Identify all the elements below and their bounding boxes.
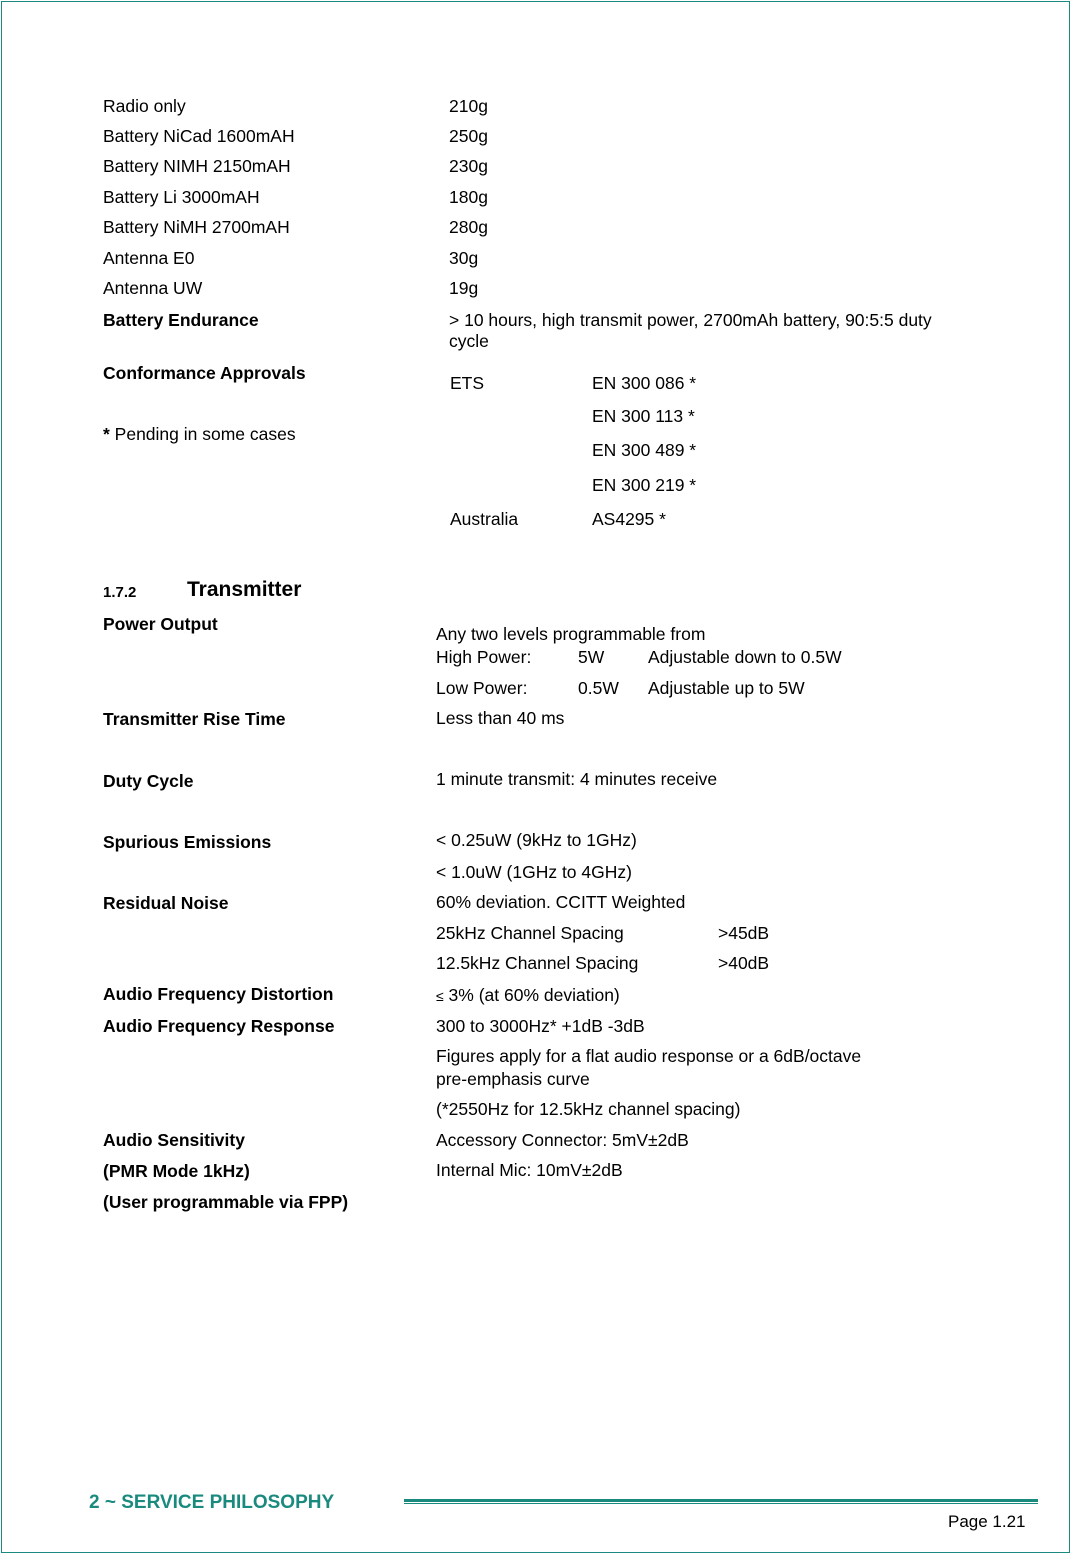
low-power-name: Low Power: [436, 678, 528, 698]
weight-value: 280g [449, 217, 488, 237]
noise-value: >40dB [718, 953, 770, 973]
weight-value: 250g [449, 126, 488, 146]
af-response-line1: 300 to 3000Hz* +1dB -3dB [436, 1016, 645, 1036]
af-response-label: Audio Frequency Response [103, 1016, 335, 1036]
audio-sensitivity-label3: (User programmable via FPP) [103, 1192, 349, 1212]
spurious-label: Spurious Emissions [103, 832, 272, 852]
low-power-level: 0.5W [578, 678, 619, 698]
less-equal-symbol: ≤ [436, 988, 444, 1004]
weight-value: 19g [449, 278, 479, 298]
conformance-note [103, 424, 296, 444]
duty-cycle-value: 1 minute transmit: 4 minutes receive [436, 769, 718, 789]
power-output-label: Power Output [103, 614, 218, 634]
note-star: * [103, 424, 110, 444]
audio-sensitivity-line1: Accessory Connector: 5mV±2dB [436, 1130, 689, 1150]
conformance-standard: EN 300 113 * [592, 406, 695, 426]
af-distortion-value [436, 985, 620, 1006]
weight-value: 30g [449, 248, 479, 268]
weight-label: Battery NiMH 2700mAH [103, 217, 290, 237]
battery-endurance-line1: > 10 hours, high transmit power, 2700mAh battery, 90:5:5 duty [449, 310, 932, 330]
rise-time-label: Transmitter Rise Time [103, 709, 286, 729]
af-response-line2: Figures apply for a flat audio response or a 6dB/octave [436, 1046, 862, 1066]
af-distortion-label: Audio Frequency Distortion [103, 984, 334, 1004]
af-response-line4: (*2550Hz for 12.5kHz channel spacing) [436, 1099, 741, 1119]
noise-spacing: 12.5kHz Channel Spacing [436, 953, 639, 973]
high-power-name: High Power: [436, 647, 532, 667]
audio-sensitivity-line2: Internal Mic: 10mV±2dB [436, 1160, 623, 1180]
weight-value: 180g [449, 187, 488, 207]
note-text: Pending in some cases [109, 424, 296, 444]
residual-noise-label: Residual Noise [103, 893, 229, 913]
conformance-standard: EN 300 086 * [592, 373, 697, 393]
audio-sensitivity-label: Audio Sensitivity [103, 1130, 245, 1150]
residual-noise-intro: 60% deviation. CCITT Weighted [436, 892, 686, 912]
conformance-label: Conformance Approvals [103, 363, 306, 383]
battery-endurance-line2: cycle [449, 331, 489, 351]
noise-spacing: 25kHz Channel Spacing [436, 923, 624, 943]
section-title: Transmitter [187, 578, 302, 601]
high-power-adjust: Adjustable down to 0.5W [648, 647, 842, 667]
page-number: Page 1.21 [948, 1512, 1026, 1531]
af-distortion-text: 3% (at 60% deviation) [443, 985, 620, 1005]
power-output-intro: Any two levels programmable from [436, 624, 706, 644]
audio-sensitivity-label2: (PMR Mode 1kHz) [103, 1161, 250, 1181]
conformance-region: ETS [450, 373, 485, 393]
conformance-standard: AS4295 * [592, 509, 666, 529]
weight-label: Antenna UW [103, 278, 203, 298]
high-power-level: 5W [578, 647, 605, 667]
weight-label: Battery Li 3000mAH [103, 187, 260, 207]
weight-value: 230g [449, 156, 488, 176]
section-number: 1.7.2 [103, 584, 137, 601]
spurious-line2: < 1.0uW (1GHz to 4GHz) [436, 862, 632, 882]
conformance-region: Australia [450, 509, 519, 529]
weight-label: Battery NiCad 1600mAH [103, 126, 295, 146]
weight-label: Radio only [103, 96, 186, 116]
af-response-line3: pre-emphasis curve [436, 1069, 590, 1089]
low-power-adjust: Adjustable up to 5W [648, 678, 805, 698]
weight-label: Battery NIMH 2150mAH [103, 156, 291, 176]
weight-value: 210g [449, 96, 488, 116]
footer-chapter-title: 2 ~ SERVICE PHILOSOPHY [89, 1492, 335, 1513]
battery-endurance-label: Battery Endurance [103, 310, 259, 330]
conformance-standard: EN 300 219 * [592, 475, 697, 495]
rise-time-value: Less than 40 ms [436, 708, 565, 728]
duty-cycle-label: Duty Cycle [103, 771, 194, 791]
spurious-line1: < 0.25uW (9kHz to 1GHz) [436, 830, 637, 850]
noise-value: >45dB [718, 923, 770, 943]
weight-label: Antenna E0 [103, 248, 195, 268]
footer-rule [404, 1499, 1038, 1504]
conformance-standard: EN 300 489 * [592, 440, 697, 460]
